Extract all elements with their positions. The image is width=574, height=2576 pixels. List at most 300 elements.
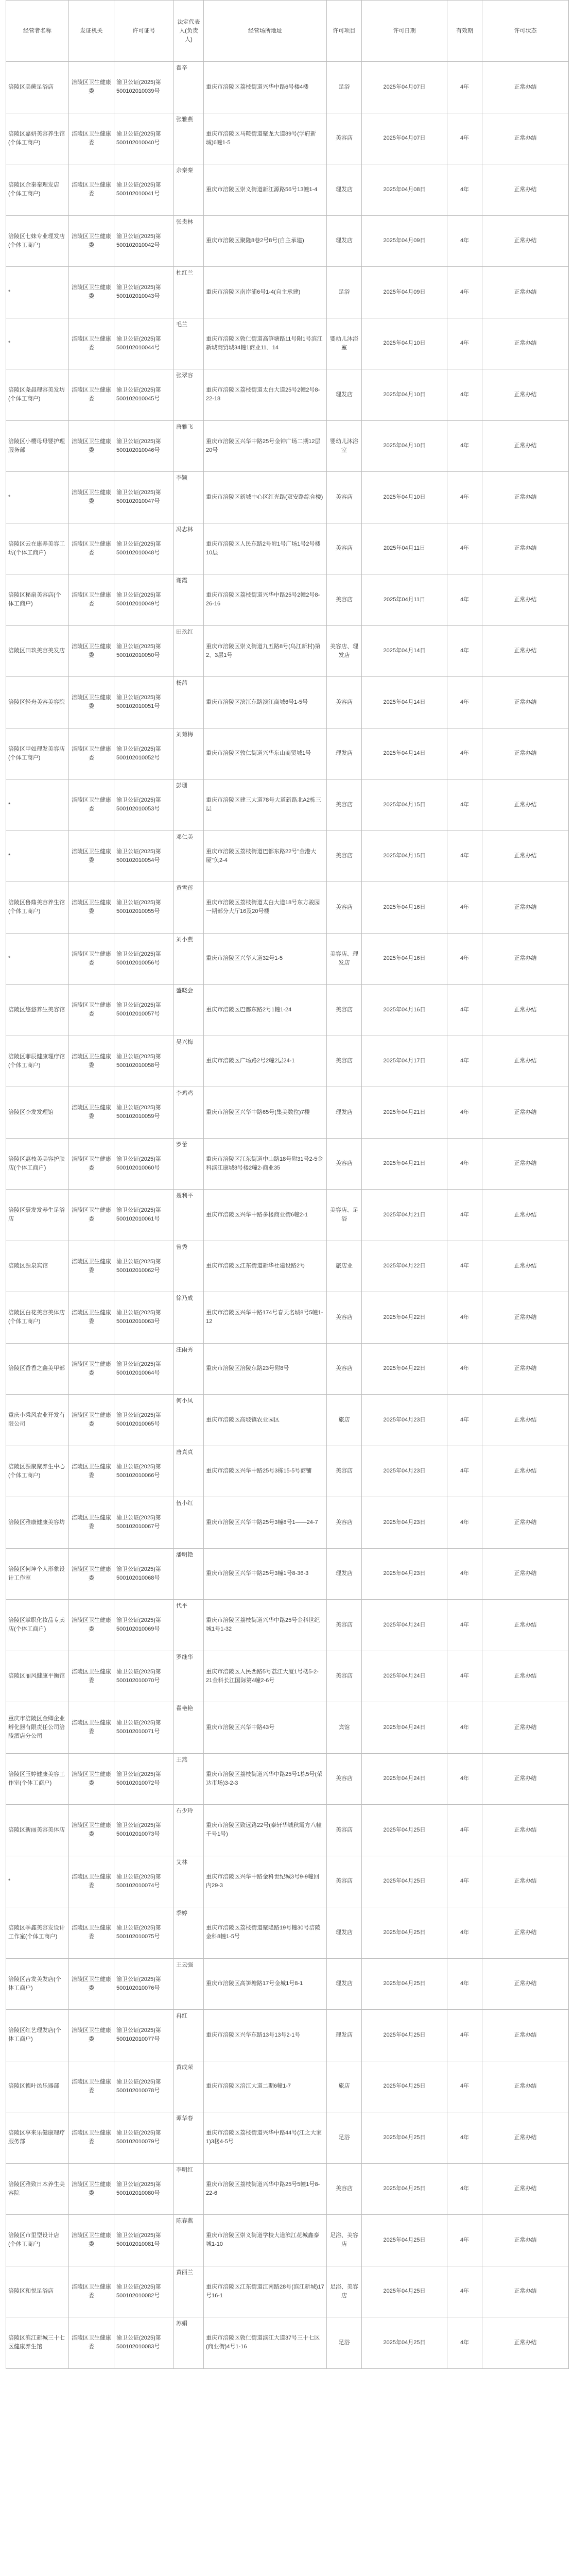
cell-address: 重庆市涪陵区人民西路5号荔江大厦1号楼5-2-21金科长江国际第4幢2-6号 bbox=[204, 1651, 327, 1702]
cell-dept: 涪陵区卫生健康委 bbox=[69, 1036, 114, 1087]
header-address: 经营场所地址 bbox=[204, 1, 327, 62]
table-row bbox=[6, 523, 569, 574]
cell-address: 重庆市涪陵区敦仁街道高笋塘路11号附1号滨江新城商贸城34幢1商业11、14 bbox=[204, 318, 327, 369]
cell-name: 涪陵区源聚聚养生中心(个体工商户) bbox=[6, 1446, 69, 1497]
cell-date: 2025年04月25日 bbox=[362, 1805, 447, 1856]
cell-status: 正常办结 bbox=[482, 882, 569, 934]
cell-address: 重庆市涪陵区高坡镇农业园区 bbox=[204, 1395, 327, 1446]
cell-license: 渝卫公证(2025)第500102010075号 bbox=[114, 1907, 174, 1959]
cell-address: 重庆市涪陵区兴华大道32号1-5 bbox=[204, 933, 327, 985]
cell-item: 理发店 bbox=[327, 1548, 362, 1600]
cell-name: 涪陵区季鑫美容发设计工作室(个体工商户) bbox=[6, 1907, 69, 1959]
cell-item: 美容店、足浴 bbox=[327, 1190, 362, 1241]
cell-person: 曾秀 bbox=[174, 1241, 204, 1292]
cell-license: 渝卫公证(2025)第500102010079号 bbox=[114, 2112, 174, 2164]
cell-valid: 4年 bbox=[447, 985, 482, 1036]
cell-valid: 4年 bbox=[447, 369, 482, 421]
cell-item: 美容店、理发店 bbox=[327, 625, 362, 677]
cell-name: 涪陵区享来乐健康理疗服务部 bbox=[6, 2112, 69, 2164]
cell-license: 渝卫公证(2025)第500102010040号 bbox=[114, 113, 174, 164]
cell-person: 彭珊 bbox=[174, 779, 204, 831]
cell-date: 2025年04月25日 bbox=[362, 2215, 447, 2266]
cell-person: 吴兴梅 bbox=[174, 1036, 204, 1087]
cell-valid: 4年 bbox=[447, 933, 482, 985]
cell-license: 渝卫公证(2025)第500102010081号 bbox=[114, 2215, 174, 2266]
cell-dept: 涪陵区卫生健康委 bbox=[69, 933, 114, 985]
cell-status: 正常办结 bbox=[482, 318, 569, 369]
cell-name: 涪陵区李发发理馆 bbox=[6, 1087, 69, 1139]
cell-status: 正常办结 bbox=[482, 2061, 569, 2112]
cell-license: 渝卫公证(2025)第500102010055号 bbox=[114, 882, 174, 934]
cell-valid: 4年 bbox=[447, 1241, 482, 1292]
cell-address: 重庆市涪陵区荔枝街道太白大道18号东方骏园一期部分大厅16及20号楼 bbox=[204, 882, 327, 934]
cell-item: 美容店 bbox=[327, 1292, 362, 1344]
cell-valid: 4年 bbox=[447, 1292, 482, 1344]
cell-address: 重庆市涪陵区涪陵东路23号附8号 bbox=[204, 1343, 327, 1395]
cell-status: 正常办结 bbox=[482, 1241, 569, 1292]
table-row bbox=[6, 420, 569, 472]
cell-name: 涪陵区源泉宾馆 bbox=[6, 1241, 69, 1292]
cell-dept: 涪陵区卫生健康委 bbox=[69, 1446, 114, 1497]
cell-name: 涪陵区菲辰健康理疗馆(个体工商户) bbox=[6, 1036, 69, 1087]
cell-address: 重庆市涪陵区崇义街道新江源路56号13幢1-4 bbox=[204, 164, 327, 216]
cell-status: 正常办结 bbox=[482, 62, 569, 113]
cell-valid: 4年 bbox=[447, 318, 482, 369]
cell-status: 正常办结 bbox=[482, 215, 569, 267]
cell-name: 涪陵区何坤个人形象设计工作室 bbox=[6, 1548, 69, 1600]
cell-name: * bbox=[6, 831, 69, 882]
cell-dept: 涪陵区卫生健康委 bbox=[69, 1958, 114, 2010]
cell-person: 杜红兰 bbox=[174, 267, 204, 318]
cell-name: 涪陵区云在康养美容工坊(个体工商户) bbox=[6, 523, 69, 574]
cell-valid: 4年 bbox=[447, 113, 482, 164]
cell-person: 李鸡鸡 bbox=[174, 1087, 204, 1139]
cell-person: 毛兰 bbox=[174, 318, 204, 369]
cell-date: 2025年04月07日 bbox=[362, 113, 447, 164]
cell-date: 2025年04月24日 bbox=[362, 1600, 447, 1651]
cell-date: 2025年04月07日 bbox=[362, 62, 447, 113]
cell-status: 正常办结 bbox=[482, 2010, 569, 2061]
cell-license: 渝卫公证(2025)第500102010062号 bbox=[114, 1241, 174, 1292]
cell-item: 理发店 bbox=[327, 369, 362, 421]
cell-person: 罗继华 bbox=[174, 1651, 204, 1702]
header-item: 许可项目 bbox=[327, 1, 362, 62]
cell-person: 罗蕾 bbox=[174, 1138, 204, 1190]
table-row bbox=[6, 1292, 569, 1344]
cell-address: 重庆市涪陵区江东街道新华社建设路2号 bbox=[204, 1241, 327, 1292]
cell-license: 渝卫公证(2025)第500102010060号 bbox=[114, 1138, 174, 1190]
cell-date: 2025年04月08日 bbox=[362, 164, 447, 216]
cell-address: 重庆市涪陵区荔枝街道兴华中路25号金科世纪城1号1-32 bbox=[204, 1600, 327, 1651]
header-name: 经营者名称 bbox=[6, 1, 69, 62]
cell-dept: 涪陵区卫生健康委 bbox=[69, 420, 114, 472]
cell-status: 正常办结 bbox=[482, 472, 569, 523]
cell-license: 渝卫公证(2025)第500102010061号 bbox=[114, 1190, 174, 1241]
cell-address: 重庆市涪陵区崇义街道九五路8号(乌江新村)第2、3层1号 bbox=[204, 625, 327, 677]
cell-person: 季婷 bbox=[174, 1907, 204, 1959]
cell-item: 婴幼儿沐浴室 bbox=[327, 420, 362, 472]
cell-valid: 4年 bbox=[447, 1548, 482, 1600]
cell-valid: 4年 bbox=[447, 574, 482, 626]
table-row bbox=[6, 933, 569, 985]
table-row bbox=[6, 215, 569, 267]
cell-valid: 4年 bbox=[447, 420, 482, 472]
cell-date: 2025年04月24日 bbox=[362, 1753, 447, 1805]
cell-date: 2025年04月11日 bbox=[362, 523, 447, 574]
cell-license: 渝卫公证(2025)第500102010074号 bbox=[114, 1856, 174, 1907]
cell-item: 美容店 bbox=[327, 113, 362, 164]
table-row bbox=[6, 1138, 569, 1190]
cell-status: 正常办结 bbox=[482, 1497, 569, 1549]
cell-name: 涪陵区雅康健康美容坊 bbox=[6, 1497, 69, 1549]
cell-item: 美容店 bbox=[327, 1036, 362, 1087]
cell-name: * bbox=[6, 472, 69, 523]
table-row bbox=[6, 2112, 569, 2164]
cell-dept: 涪陵区卫生健康委 bbox=[69, 2215, 114, 2266]
cell-person: 张雅燕 bbox=[174, 113, 204, 164]
cell-valid: 4年 bbox=[447, 1395, 482, 1446]
cell-date: 2025年04月25日 bbox=[362, 2317, 447, 2369]
cell-license: 渝卫公证(2025)第500102010073号 bbox=[114, 1805, 174, 1856]
cell-name: 涪陵区白花美容美体店(个体工商户) bbox=[6, 1292, 69, 1344]
cell-license: 渝卫公证(2025)第500102010078号 bbox=[114, 2061, 174, 2112]
cell-date: 2025年04月22日 bbox=[362, 1343, 447, 1395]
cell-item: 美容店 bbox=[327, 831, 362, 882]
cell-status: 正常办结 bbox=[482, 779, 569, 831]
cell-valid: 4年 bbox=[447, 1600, 482, 1651]
cell-date: 2025年04月23日 bbox=[362, 1497, 447, 1549]
cell-person: 张翠容 bbox=[174, 369, 204, 421]
cell-status: 正常办结 bbox=[482, 1446, 569, 1497]
cell-dept: 涪陵区卫生健康委 bbox=[69, 2266, 114, 2317]
cell-item: 理发店 bbox=[327, 1907, 362, 1959]
cell-valid: 4年 bbox=[447, 164, 482, 216]
cell-date: 2025年04月21日 bbox=[362, 1138, 447, 1190]
cell-person: 李颖 bbox=[174, 472, 204, 523]
cell-status: 正常办结 bbox=[482, 1856, 569, 1907]
cell-name: 重庆小乘风农业开发有限公司 bbox=[6, 1395, 69, 1446]
cell-status: 正常办结 bbox=[482, 113, 569, 164]
cell-address: 重庆市涪陵区兴华中路174号春天名城8号5幢1-12 bbox=[204, 1292, 327, 1344]
cell-date: 2025年04月25日 bbox=[362, 1907, 447, 1959]
cell-person: 冉红 bbox=[174, 2010, 204, 2061]
cell-person: 唐真真 bbox=[174, 1446, 204, 1497]
cell-date: 2025年04月16日 bbox=[362, 882, 447, 934]
cell-name: 涪陵区七妹专业理发店(个体工商户) bbox=[6, 215, 69, 267]
cell-address: 重庆市涪陵区人民东路2号附1号广场1号2号楼10层 bbox=[204, 523, 327, 574]
cell-date: 2025年04月10日 bbox=[362, 472, 447, 523]
cell-valid: 4年 bbox=[447, 1856, 482, 1907]
cell-dept: 涪陵区卫生健康委 bbox=[69, 369, 114, 421]
cell-date: 2025年04月21日 bbox=[362, 1087, 447, 1139]
table-row bbox=[6, 2215, 569, 2266]
cell-person: 石少玲 bbox=[174, 1805, 204, 1856]
cell-item: 足浴、美容店 bbox=[327, 2266, 362, 2317]
cell-date: 2025年04月15日 bbox=[362, 779, 447, 831]
cell-dept: 涪陵区卫生健康委 bbox=[69, 1805, 114, 1856]
cell-address: 重庆市涪陵区南岸浦6号1-4(自主承建) bbox=[204, 267, 327, 318]
cell-dept: 涪陵区卫生健康委 bbox=[69, 113, 114, 164]
header-dept: 发证机关 bbox=[69, 1, 114, 62]
cell-name: 涪陵区聂发发养生足浴店 bbox=[6, 1190, 69, 1241]
cell-name: 涪陵区鲁鼎美容养生馆(个体工商户) bbox=[6, 882, 69, 934]
cell-date: 2025年04月25日 bbox=[362, 2061, 447, 2112]
header-person: 法定代表人(负责人) bbox=[174, 1, 204, 62]
cell-valid: 4年 bbox=[447, 2266, 482, 2317]
cell-person: 代平 bbox=[174, 1600, 204, 1651]
table-row bbox=[6, 677, 569, 728]
cell-item: 理发店 bbox=[327, 1958, 362, 2010]
cell-status: 正常办结 bbox=[482, 1036, 569, 1087]
cell-license: 渝卫公证(2025)第500102010069号 bbox=[114, 1600, 174, 1651]
cell-date: 2025年04月25日 bbox=[362, 2112, 447, 2164]
cell-status: 正常办结 bbox=[482, 164, 569, 216]
cell-date: 2025年04月23日 bbox=[362, 1548, 447, 1600]
cell-dept: 涪陵区卫生健康委 bbox=[69, 318, 114, 369]
cell-address: 重庆市涪陵区巴都东路2号1幢1-24 bbox=[204, 985, 327, 1036]
cell-item: 美容店、理发店 bbox=[327, 933, 362, 985]
cell-date: 2025年04月23日 bbox=[362, 1446, 447, 1497]
cell-person: 余秦秦 bbox=[174, 164, 204, 216]
cell-dept: 涪陵区卫生健康委 bbox=[69, 2112, 114, 2164]
table-row bbox=[6, 2061, 569, 2112]
cell-status: 正常办结 bbox=[482, 728, 569, 779]
cell-address: 重庆市涪陵区建三大道78号大道新路北A2栋三层 bbox=[204, 779, 327, 831]
cell-dept: 涪陵区卫生健康委 bbox=[69, 625, 114, 677]
cell-item: 足浴、美容店 bbox=[327, 2215, 362, 2266]
cell-dept: 涪陵区卫生健康委 bbox=[69, 1753, 114, 1805]
cell-valid: 4年 bbox=[447, 882, 482, 934]
cell-valid: 4年 bbox=[447, 1087, 482, 1139]
cell-item: 理发店 bbox=[327, 215, 362, 267]
cell-license: 渝卫公证(2025)第500102010083号 bbox=[114, 2317, 174, 2369]
cell-item: 美容店 bbox=[327, 985, 362, 1036]
cell-date: 2025年04月09日 bbox=[362, 267, 447, 318]
cell-person: 杨茜 bbox=[174, 677, 204, 728]
table-row bbox=[6, 1548, 569, 1600]
cell-name: 涪陵区小樱母母婴护理服务部 bbox=[6, 420, 69, 472]
cell-license: 渝卫公证(2025)第500102010053号 bbox=[114, 779, 174, 831]
cell-person: 田玖红 bbox=[174, 625, 204, 677]
cell-address: 重庆市涪陵区兴华中路25号3幢1号8-36-3 bbox=[204, 1548, 327, 1600]
cell-address: 重庆市涪陵区崇义街道学校大道滨江花城鑫泰城1-10 bbox=[204, 2215, 327, 2266]
cell-address: 重庆市涪陵区荔枝街道巴都东路22号"金港大厦"负2-4 bbox=[204, 831, 327, 882]
cell-address: 重庆市涪陵区敦仁街道滨江大道37号三十七区(商业街)4号1-16 bbox=[204, 2317, 327, 2369]
cell-date: 2025年04月10日 bbox=[362, 318, 447, 369]
cell-person: 李明红 bbox=[174, 2163, 204, 2215]
cell-dept: 涪陵区卫生健康委 bbox=[69, 164, 114, 216]
cell-license: 渝卫公证(2025)第500102010077号 bbox=[114, 2010, 174, 2061]
cell-status: 正常办结 bbox=[482, 985, 569, 1036]
table-row bbox=[6, 318, 569, 369]
cell-status: 正常办结 bbox=[482, 2112, 569, 2164]
cell-license: 渝卫公证(2025)第500102010041号 bbox=[114, 164, 174, 216]
cell-status: 正常办结 bbox=[482, 1805, 569, 1856]
cell-address: 重庆市涪陵区荔枝街道兴华中路25号2幢2号8-26-16 bbox=[204, 574, 327, 626]
table-row bbox=[6, 985, 569, 1036]
cell-license: 渝卫公证(2025)第500102010067号 bbox=[114, 1497, 174, 1549]
cell-person: 王燕 bbox=[174, 1753, 204, 1805]
cell-status: 正常办结 bbox=[482, 1548, 569, 1600]
cell-dept: 涪陵区卫生健康委 bbox=[69, 1856, 114, 1907]
cell-address: 重庆市涪陵区涪江大道二期6幢1-7 bbox=[204, 2061, 327, 2112]
cell-license: 渝卫公证(2025)第500102010054号 bbox=[114, 831, 174, 882]
header-date: 许可日期 bbox=[362, 1, 447, 62]
cell-item: 旅店 bbox=[327, 2061, 362, 2112]
cell-valid: 4年 bbox=[447, 1907, 482, 1959]
cell-valid: 4年 bbox=[447, 1702, 482, 1754]
cell-item: 美容店 bbox=[327, 1446, 362, 1497]
cell-item: 美容店 bbox=[327, 1856, 362, 1907]
table-row bbox=[6, 1446, 569, 1497]
table-row bbox=[6, 831, 569, 882]
table-row bbox=[6, 2317, 569, 2369]
cell-status: 正常办结 bbox=[482, 2215, 569, 2266]
cell-status: 正常办结 bbox=[482, 574, 569, 626]
cell-dept: 涪陵区卫生健康委 bbox=[69, 1343, 114, 1395]
cell-license: 渝卫公证(2025)第500102010050号 bbox=[114, 625, 174, 677]
cell-name: 涪陵区嘉妍美容养生馆(个体工商户) bbox=[6, 113, 69, 164]
table-row bbox=[6, 1241, 569, 1292]
header-license: 许可证号 bbox=[114, 1, 174, 62]
cell-address: 重庆市涪陵区兴华中路25号3栋15-5号商铺 bbox=[204, 1446, 327, 1497]
cell-valid: 4年 bbox=[447, 62, 482, 113]
cell-dept: 涪陵区卫生健康委 bbox=[69, 1702, 114, 1754]
cell-item: 美容店 bbox=[327, 677, 362, 728]
cell-status: 正常办结 bbox=[482, 267, 569, 318]
cell-valid: 4年 bbox=[447, 2215, 482, 2266]
cell-valid: 4年 bbox=[447, 2317, 482, 2369]
cell-address: 重庆市涪陵区荔枝街道兴华中路44号(江之大家1)3楼4-5号 bbox=[204, 2112, 327, 2164]
cell-person: 艾林 bbox=[174, 1856, 204, 1907]
cell-dept: 涪陵区卫生健康委 bbox=[69, 677, 114, 728]
cell-license: 渝卫公证(2025)第500102010063号 bbox=[114, 1292, 174, 1344]
cell-item: 美容店 bbox=[327, 1497, 362, 1549]
cell-status: 正常办结 bbox=[482, 1087, 569, 1139]
cell-license: 渝卫公证(2025)第500102010068号 bbox=[114, 1548, 174, 1600]
cell-item: 美容店 bbox=[327, 2163, 362, 2215]
cell-person: 黄雪莲 bbox=[174, 882, 204, 934]
cell-license: 渝卫公证(2025)第500102010047号 bbox=[114, 472, 174, 523]
cell-address: 重庆市涪陵区江东街道江南路28号(滨江新城)17号16-1 bbox=[204, 2266, 327, 2317]
cell-address: 重庆市涪陵区江东街道中山路18号附31号2-5金科滨江康城8号楼2幢2-商业35 bbox=[204, 1138, 327, 1190]
cell-name: 涪陵区雅致日本养生美容院 bbox=[6, 2163, 69, 2215]
cell-valid: 4年 bbox=[447, 2061, 482, 2112]
cell-person: 伍小红 bbox=[174, 1497, 204, 1549]
cell-date: 2025年04月25日 bbox=[362, 2010, 447, 2061]
cell-status: 正常办结 bbox=[482, 1651, 569, 1702]
cell-person: 聂利平 bbox=[174, 1190, 204, 1241]
cell-date: 2025年04月25日 bbox=[362, 2163, 447, 2215]
cell-person: 黄成荣 bbox=[174, 2061, 204, 2112]
cell-item: 足浴 bbox=[327, 267, 362, 318]
cell-status: 正常办结 bbox=[482, 625, 569, 677]
cell-name: * bbox=[6, 267, 69, 318]
cell-status: 正常办结 bbox=[482, 1190, 569, 1241]
cell-status: 正常办结 bbox=[482, 1292, 569, 1344]
cell-date: 2025年04月23日 bbox=[362, 1395, 447, 1446]
cell-name: 涪陵区丽风健康平衡馆 bbox=[6, 1651, 69, 1702]
cell-name: 涪陵区美蕨足浴店 bbox=[6, 62, 69, 113]
cell-name: 涪陵区吉发美发店(个体工商户) bbox=[6, 1958, 69, 2010]
cell-license: 渝卫公证(2025)第500102010065号 bbox=[114, 1395, 174, 1446]
cell-address: 重庆市涪陵区兴华中路43号 bbox=[204, 1702, 327, 1754]
cell-item: 美容店 bbox=[327, 1343, 362, 1395]
cell-person: 唐雅飞 bbox=[174, 420, 204, 472]
cell-status: 正常办结 bbox=[482, 1138, 569, 1190]
cell-dept: 涪陵区卫生健康委 bbox=[69, 1497, 114, 1549]
cell-dept: 涪陵区卫生健康委 bbox=[69, 1190, 114, 1241]
cell-item: 理发店 bbox=[327, 2010, 362, 2061]
cell-status: 正常办结 bbox=[482, 2266, 569, 2317]
table-row bbox=[6, 1395, 569, 1446]
cell-valid: 4年 bbox=[447, 2010, 482, 2061]
table-row bbox=[6, 1600, 569, 1651]
cell-address: 重庆市涪陵区马鞍街道聚龙大道89号(学府新城)6幢1-5 bbox=[204, 113, 327, 164]
cell-valid: 4年 bbox=[447, 1446, 482, 1497]
cell-name: 涪陵区市里型设计店(个体工商户) bbox=[6, 2215, 69, 2266]
cell-person: 王云强 bbox=[174, 1958, 204, 2010]
table-row bbox=[6, 472, 569, 523]
cell-date: 2025年04月09日 bbox=[362, 215, 447, 267]
cell-dept: 涪陵区卫生健康委 bbox=[69, 267, 114, 318]
cell-license: 渝卫公证(2025)第500102010064号 bbox=[114, 1343, 174, 1395]
cell-dept: 涪陵区卫生健康委 bbox=[69, 1907, 114, 1959]
cell-date: 2025年04月15日 bbox=[362, 831, 447, 882]
cell-license: 渝卫公证(2025)第500102010043号 bbox=[114, 267, 174, 318]
cell-person: 谢霞 bbox=[174, 574, 204, 626]
permit-table-body bbox=[6, 62, 569, 2369]
cell-valid: 4年 bbox=[447, 728, 482, 779]
cell-item: 婴幼儿沐浴室 bbox=[327, 318, 362, 369]
table-row bbox=[6, 1190, 569, 1241]
table-row bbox=[6, 369, 569, 421]
table-row bbox=[6, 1036, 569, 1087]
cell-person: 黄丽兰 bbox=[174, 2266, 204, 2317]
cell-status: 正常办结 bbox=[482, 2163, 569, 2215]
table-row bbox=[6, 728, 569, 779]
cell-item: 美容店 bbox=[327, 779, 362, 831]
cell-date: 2025年04月22日 bbox=[362, 1241, 447, 1292]
cell-license: 渝卫公证(2025)第500102010046号 bbox=[114, 420, 174, 472]
table-row bbox=[6, 2010, 569, 2061]
cell-valid: 4年 bbox=[447, 523, 482, 574]
cell-license: 渝卫公证(2025)第500102010042号 bbox=[114, 215, 174, 267]
cell-dept: 涪陵区卫生健康委 bbox=[69, 985, 114, 1036]
table-row bbox=[6, 62, 569, 113]
cell-address: 重庆市涪陵区荔枝街道兴华中路25号1栋5号(荣达市场)3-2-3 bbox=[204, 1753, 327, 1805]
table-row bbox=[6, 1907, 569, 1959]
table-row bbox=[6, 625, 569, 677]
table-row bbox=[6, 2163, 569, 2215]
cell-address: 重庆市涪陵区滨江东路滨江商城6号1-5号 bbox=[204, 677, 327, 728]
cell-dept: 涪陵区卫生健康委 bbox=[69, 2010, 114, 2061]
cell-dept: 涪陵区卫生健康委 bbox=[69, 2061, 114, 2112]
cell-address: 重庆市涪陵区兴华中路25号金钟广场二期12层20号 bbox=[204, 420, 327, 472]
cell-dept: 涪陵区卫生健康委 bbox=[69, 728, 114, 779]
cell-valid: 4年 bbox=[447, 831, 482, 882]
cell-name: 涪陵区香香之鑫美甲部 bbox=[6, 1343, 69, 1395]
table-row bbox=[6, 1805, 569, 1856]
cell-status: 正常办结 bbox=[482, 523, 569, 574]
cell-item: 理发店 bbox=[327, 1087, 362, 1139]
cell-person: 谭华春 bbox=[174, 2112, 204, 2164]
table-row bbox=[6, 882, 569, 934]
cell-valid: 4年 bbox=[447, 1753, 482, 1805]
table-row bbox=[6, 1497, 569, 1549]
cell-person: 翟艳艳 bbox=[174, 1702, 204, 1754]
cell-address: 重庆市涪陵区荔枝街道聚隆路19号幢30号涪陵金科8幢1-5号 bbox=[204, 1907, 327, 1959]
